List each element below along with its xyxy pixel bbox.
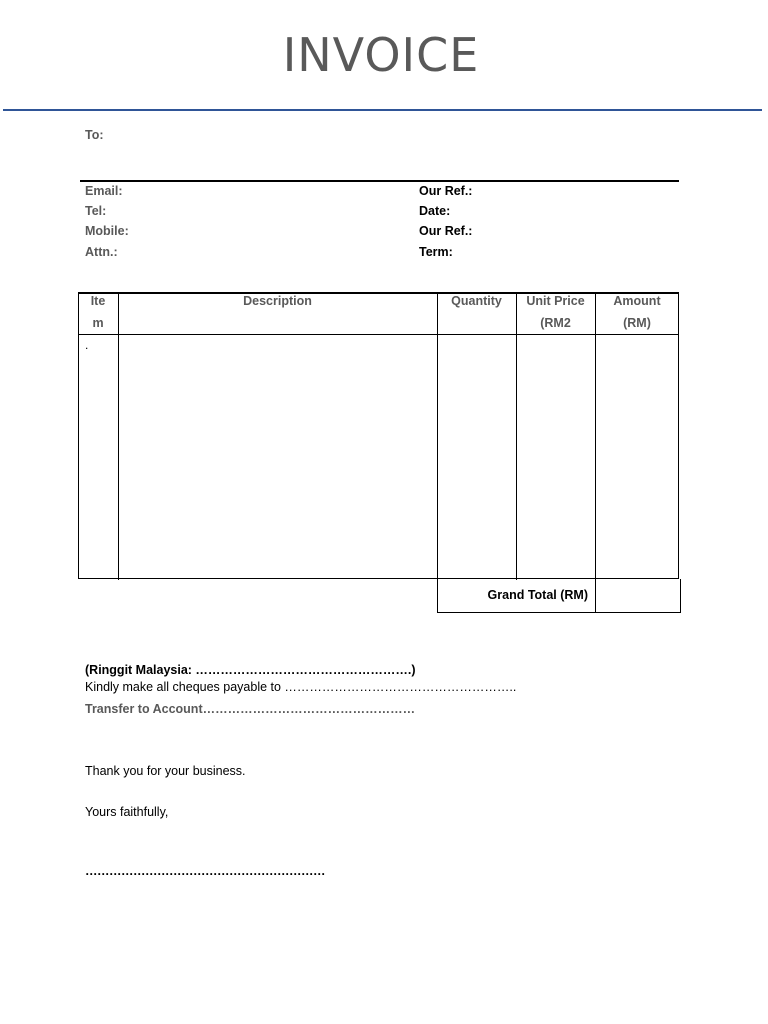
cheque-payable-line: Kindly make all cheques payable to ………………………………………………..: [85, 680, 517, 694]
to-label: To:: [85, 128, 104, 142]
tel-label: Tel:: [85, 204, 107, 218]
header-description: Description: [243, 294, 312, 308]
items-table: [78, 292, 679, 579]
mobile-label: Mobile:: [85, 224, 129, 238]
table-column-divider: [118, 292, 119, 580]
header-quantity: Quantity: [451, 294, 502, 308]
thank-you-text: Thank you for your business.: [85, 764, 246, 778]
closing-text: Yours faithfully,: [85, 805, 169, 819]
header-item-line2: m: [92, 316, 104, 330]
grand-total-label: Grand Total (RM): [487, 588, 588, 602]
header-unit-price-line2: (RM2: [540, 316, 571, 330]
date-label: Date:: [419, 204, 451, 218]
our-ref-label-2: Our Ref.:: [419, 224, 473, 238]
signature-line: ……………………………………………………: [85, 864, 325, 878]
table-header-divider: [78, 334, 679, 335]
table-column-divider: [595, 292, 596, 580]
attn-label: Attn.:: [85, 245, 118, 259]
ringgit-malaysia-line: (Ringgit Malaysia: …………………………………………….): [85, 663, 416, 677]
grand-total-divider: [595, 579, 596, 613]
table-column-divider: [516, 292, 517, 580]
term-label: Term:: [419, 245, 453, 259]
transfer-account-line: Transfer to Account……………………………………………: [85, 702, 416, 716]
email-label: Email:: [85, 184, 123, 198]
header-item-line1: Ite: [90, 294, 106, 308]
item-cell: .: [85, 338, 89, 352]
to-divider: [80, 180, 679, 182]
header-amount-line1: Amount: [613, 294, 661, 308]
header-amount-line2: (RM): [623, 316, 651, 330]
our-ref-label: Our Ref.:: [419, 184, 473, 198]
title-divider: [3, 109, 762, 111]
invoice-title: INVOICE: [282, 28, 480, 82]
header-unit-price-line1: Unit Price: [526, 294, 585, 308]
table-column-divider: [437, 292, 438, 580]
